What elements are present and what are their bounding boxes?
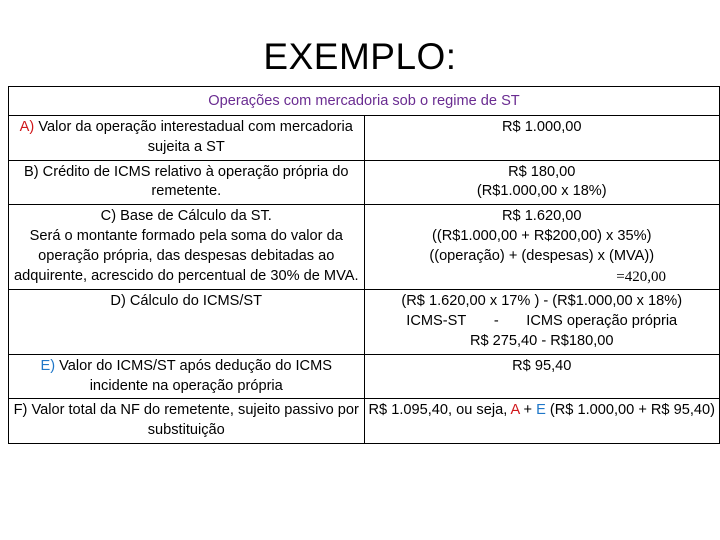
row-b-value-line: (R$1.000,00 x 18%) [476,183,607,200]
row-c-formula: =420,00 [616,268,666,285]
row-f-description: F) Valor total da NF do remetente, sujeito passivo por substituição [9,399,365,444]
table-row-a [9,115,720,160]
row-f-plus: + [519,402,537,419]
table-row-d [9,290,720,355]
row-d-value-line [368,312,717,332]
row-d-separator: - [493,312,499,329]
row-e-value-line: R$ 95,40 [512,357,572,374]
row-f-value [364,399,720,444]
row-c-desc-line: Será o montante formado pela soma do valor da operação própria, das despesas debitadas ao adquirente, acrescido do percentual de 30% de MVA. [13,228,359,284]
row-d-icms-propria: ICMS operação própria [526,312,678,329]
row-d-description: D) Cálculo do ICMS/ST [9,290,365,355]
row-f-value-prefix: R$ 1.095,40, ou seja, [368,402,511,419]
table-row-e [9,354,720,399]
row-d-value [364,290,720,355]
row-a-value-line: R$ 1.000,00 [501,118,582,135]
row-a-letter: A) [19,118,35,135]
row-e-text: Valor do ICMS/ST após dedução do ICMS incidente na operação própria [59,357,332,394]
row-b-value-line: R$ 180,00 [508,163,576,180]
row-c-value-line: ((operação) + (despesas) x (MVA)) [429,247,655,264]
row-f-value-suffix: (R$ 1.000,00 + R$ 95,40) [545,402,715,419]
row-b-description: B) Crédito de ICMS relativo à operação própria do remetente. [9,160,365,205]
row-a-text: Valor da operação interestadual com mercadoria sujeita a ST [38,118,353,155]
slide-title: EXEMPLO: [263,36,457,77]
row-d-value-line: R$ 275,40 - R$180,00 [469,332,614,349]
row-c-value-line: ((R$1.000,00 + R$200,00) x 35%) [432,228,652,245]
row-c-value-line: R$ 1.620,00 [501,208,582,225]
row-c-description [9,205,365,290]
row-c-value [364,205,720,290]
table-row-f [9,399,720,444]
row-a-description [9,115,365,160]
row-c-desc-line: C) Base de Cálculo da ST. [100,208,272,225]
row-b-value [364,160,720,205]
st-table [8,86,720,444]
table-row-c [9,205,720,290]
row-f-letter-e: E [536,402,546,419]
row-a-value [364,115,720,160]
row-e-description [9,354,365,399]
row-e-value [364,354,720,399]
table-row-b [9,160,720,205]
table-header-row [9,87,720,116]
row-e-letter: E) [40,357,56,374]
row-d-value-line: (R$ 1.620,00 x 17% ) - (R$1.000,00 x 18%) [401,293,683,310]
row-d-icms-st: ICMS-ST [406,312,467,329]
table-header: Operações com mercadoria sob o regime de ST [9,87,720,116]
row-f-letter-a: A [510,402,520,419]
